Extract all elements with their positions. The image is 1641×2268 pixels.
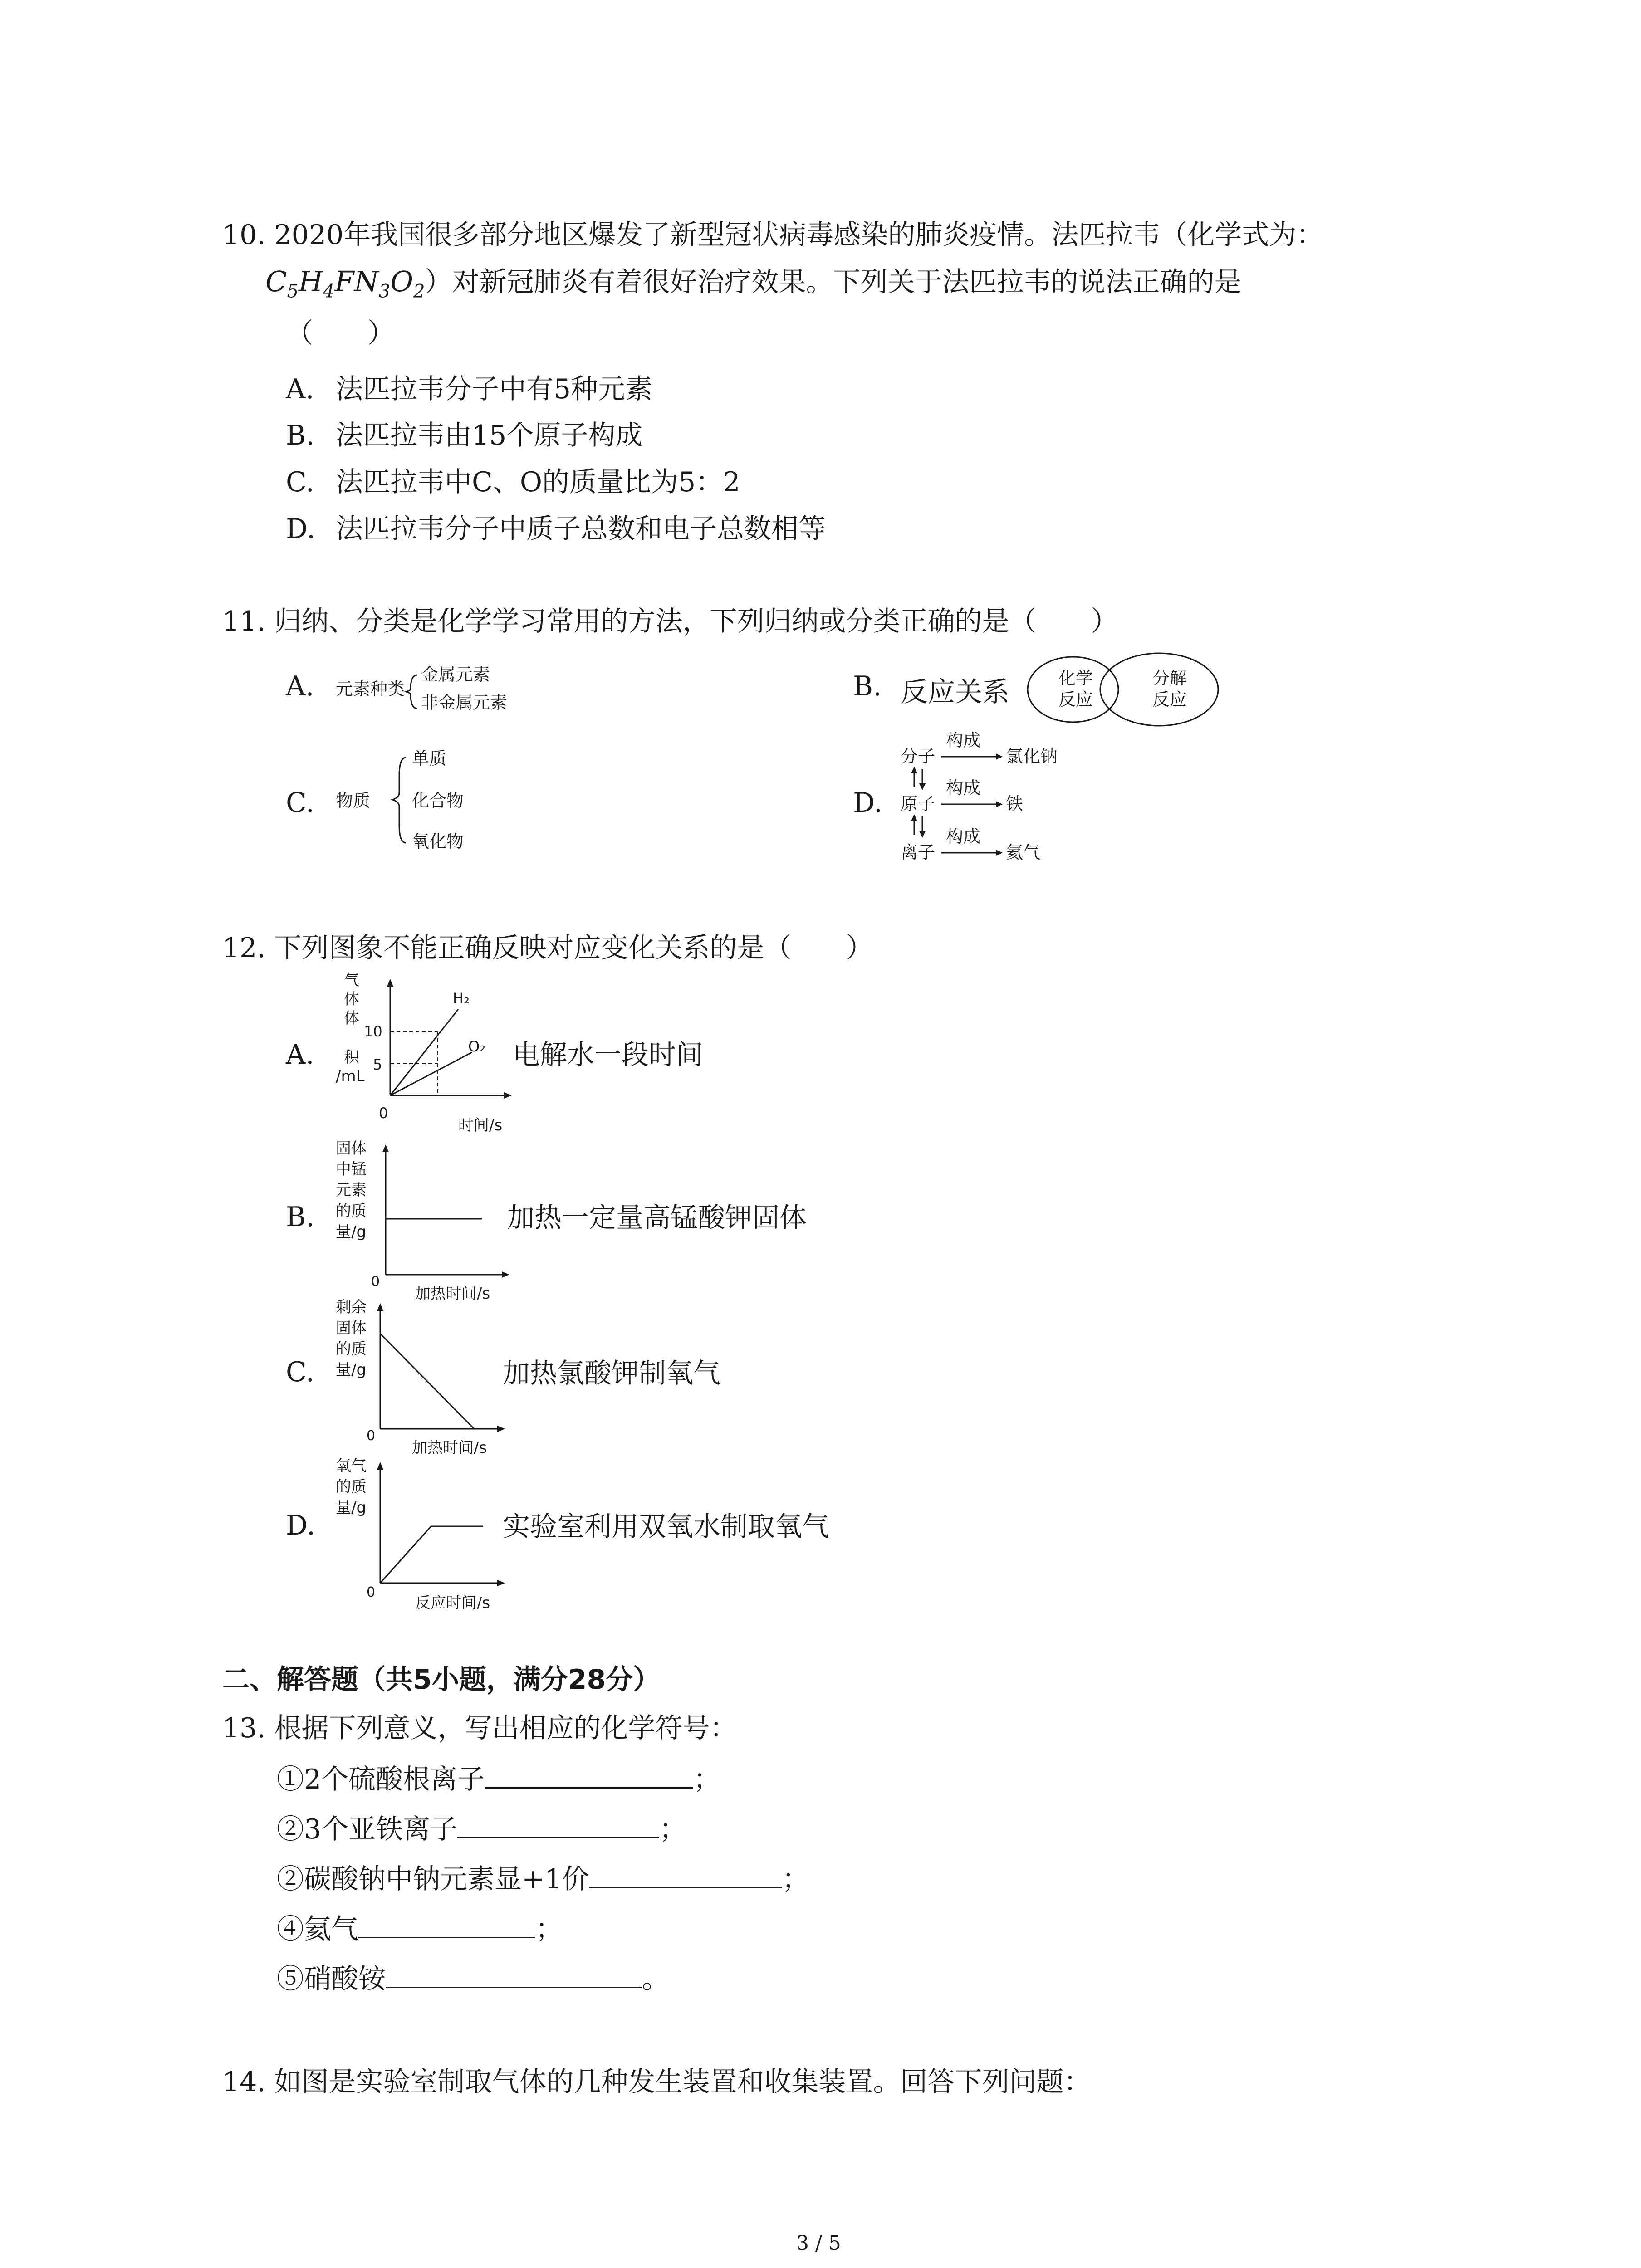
brace-icon: [392, 758, 406, 843]
q12-option-b-letter: B.: [286, 1201, 315, 1233]
svg-text:体: 体: [344, 1009, 359, 1027]
q11-a-item-1: 金属元素: [421, 665, 490, 684]
svg-text:积: 积: [344, 1048, 359, 1066]
q12-b-ylabel: [336, 1139, 367, 1241]
q11-option-b-letter: B.: [853, 670, 882, 702]
q13-item-5: ⑤硝酸铵 。: [277, 1963, 669, 1995]
q11-stem: 11. 归纳、分类是化学学习常用的方法，下列归纳或分类正确的是（ ）: [222, 606, 1118, 637]
svg-text:构成: 构成: [946, 778, 981, 798]
q11-option-d-diagram: [901, 730, 1091, 875]
svg-text:量/g: 量/g: [336, 1499, 367, 1517]
q10-stem-line1: 2020年我国很多部分地区爆发了新型冠状病毒感染的肺炎疫情。法匹拉韦（化学式为：: [274, 219, 1324, 251]
svg-text:反应时间/s: 反应时间/s: [415, 1594, 490, 1612]
venn-left-line2: 反应: [1058, 689, 1093, 709]
svg-text:铁: 铁: [1006, 794, 1024, 814]
svg-text:0: 0: [367, 1428, 376, 1444]
svg-text:中锰: 中锰: [336, 1160, 367, 1178]
label-h2: H₂: [453, 990, 470, 1007]
tick-5: 5: [373, 1056, 382, 1073]
arrow-up-icon: [911, 814, 917, 821]
q12-b-caption: 加热一定量高锰酸钾固体: [507, 1202, 807, 1234]
line-o2: [390, 1052, 472, 1095]
q12-option-a-letter: A.: [286, 1039, 314, 1070]
svg-text:构成: 构成: [946, 730, 981, 750]
svg-text:量/g: 量/g: [336, 1223, 367, 1241]
q10-line1: [222, 221, 1323, 249]
axis-arrow-icon: [502, 1271, 509, 1278]
line-decreasing: [380, 1334, 474, 1429]
q11-option-a-diagram: [336, 658, 544, 721]
line-h2: [390, 1009, 458, 1095]
section-title: 二、解答题（共5小题，满分28分）: [222, 1664, 661, 1696]
q11-a-root: 元素种类: [336, 679, 405, 699]
venn-right-line1: 分解: [1152, 668, 1187, 688]
q10-number: 10.: [222, 219, 266, 251]
axis-arrow-icon: [382, 1144, 389, 1152]
axis-arrow-icon: [497, 1580, 505, 1586]
q14-stem: 14. 如图是实验室制取气体的几种发生装置和收集装置。回答下列问题：: [222, 2066, 1091, 2098]
q12-d-caption: 实验室利用双氧水制取氧气: [503, 1511, 829, 1543]
arrow-right-icon: [996, 850, 1003, 856]
svg-text:体: 体: [344, 990, 359, 1008]
q10-option-c: C. 法匹拉韦中C、O的质量比为5：2: [286, 466, 740, 498]
svg-text:的质: 的质: [336, 1478, 367, 1496]
q11-option-a-letter: A.: [286, 670, 314, 702]
answer-blank-4[interactable]: [358, 1914, 535, 1938]
svg-text:元素: 元素: [336, 1181, 367, 1199]
q13-item-2: ②3个亚铁离子 ；: [277, 1813, 687, 1845]
svg-text:氦气: 氦气: [1006, 842, 1041, 862]
svg-text:氯化钠: 氯化钠: [1006, 746, 1058, 766]
q12-c-graph: [336, 1295, 526, 1458]
q11-d-updown-2: [911, 814, 926, 838]
q13-item-4: ④氦气 ；: [277, 1913, 563, 1945]
answer-blank-3[interactable]: [589, 1864, 782, 1888]
venn-right-line2: 反应: [1152, 689, 1187, 709]
svg-text:构成: 构成: [946, 826, 981, 846]
svg-text:的质: 的质: [336, 1202, 367, 1220]
q10-paren: （ ）: [286, 318, 395, 349]
tick-10: 10: [364, 1023, 382, 1040]
svg-text:加热时间/s: 加热时间/s: [412, 1439, 487, 1457]
arrow-down-icon: [919, 783, 926, 790]
q10-line2: [265, 265, 1242, 302]
svg-text:加热时间/s: 加热时间/s: [415, 1285, 490, 1303]
q11-c-item-1: 单质: [412, 748, 447, 768]
svg-text:/mL: /mL: [336, 1067, 365, 1085]
q12-option-d-letter: D.: [286, 1510, 316, 1541]
svg-text:原子: 原子: [901, 794, 936, 814]
svg-text:固体: 固体: [336, 1139, 367, 1158]
page-number: 3 / 5: [796, 2232, 841, 2255]
q11-a-item-2: 非金属元素: [421, 693, 508, 713]
q12-c-ylabel: [336, 1298, 367, 1379]
svg-text:氧气: 氧气: [336, 1457, 367, 1475]
svg-text:剩余: 剩余: [336, 1298, 367, 1316]
origin: 0: [379, 1105, 388, 1122]
svg-text:量/g: 量/g: [336, 1361, 367, 1379]
axis-arrow-icon: [377, 1462, 383, 1470]
arrow-right-icon: [996, 801, 1003, 807]
q11-option-b-venn: [1023, 649, 1227, 730]
svg-text:0: 0: [371, 1274, 380, 1290]
q11-d-row-2: [901, 778, 1023, 814]
q10-option-a: A. 法匹拉韦分子中有5种元素: [286, 373, 653, 405]
q11-b-label: 反应关系: [901, 676, 1009, 708]
x-label: 时间/s: [458, 1116, 503, 1134]
axis-arrow-icon: [497, 1426, 505, 1432]
q10-option-b: B. 法匹拉韦由15个原子构成: [286, 420, 643, 451]
q10-option-d: D. 法匹拉韦分子中质子总数和电子总数相等: [286, 513, 826, 545]
q12-stem: 12. 下列图象不能正确反映对应变化关系的是（ ）: [222, 932, 873, 964]
q11-d-updown-1: [911, 767, 926, 790]
q11-d-row-1: [901, 730, 1058, 766]
label-o2: O₂: [468, 1038, 486, 1055]
q12-option-c-letter: C.: [286, 1356, 314, 1388]
answer-blank-1[interactable]: [485, 1765, 693, 1789]
axis-arrow-icon: [504, 1092, 512, 1099]
q13-item-3: ②碳酸钠中钠元素显+1价 ；: [277, 1863, 809, 1895]
svg-text:分子: 分子: [901, 746, 936, 766]
q11-c-item-2: 化合物: [412, 791, 464, 811]
q12-d-graph: [336, 1454, 526, 1613]
q11-option-c-diagram: [336, 739, 526, 857]
q13-item-1: ①2个硫酸根离子 ；: [277, 1764, 721, 1795]
answer-blank-5[interactable]: [386, 1964, 642, 1988]
svg-text:离子: 离子: [901, 842, 936, 862]
q12-a-caption: 电解水一段时间: [513, 1039, 703, 1071]
q10-formula: $C_5H_4FN_3O_2$: [265, 265, 425, 302]
q12-a-ylabel: [336, 971, 365, 1085]
brace-icon: [406, 675, 417, 709]
arrow-down-icon: [919, 831, 926, 838]
axis-arrow-icon: [377, 1303, 383, 1311]
q10-stem-line2: ）对新冠肺炎有着很好治疗效果。下列关于法匹拉韦的说法正确的是: [425, 266, 1242, 298]
q12-b-graph: [336, 1136, 526, 1304]
answer-blank-2[interactable]: [457, 1814, 659, 1838]
q11-c-item-3: 氧化物: [412, 831, 464, 851]
axis-arrow-icon: [387, 979, 393, 987]
svg-text:气: 气: [344, 971, 359, 989]
line-rise-plateau: [380, 1526, 483, 1583]
q11-option-c-letter: C.: [286, 787, 314, 819]
svg-text:0: 0: [367, 1584, 376, 1600]
q11-option-d-letter: D.: [853, 787, 883, 819]
q13-stem: 13. 根据下列意义，写出相应的化学符号：: [222, 1712, 737, 1744]
svg-text:的质: 的质: [336, 1340, 367, 1358]
venn-left-line1: 化学: [1058, 668, 1093, 688]
q12-c-caption: 加热氯酸钾制氧气: [503, 1358, 720, 1389]
svg-text:固体: 固体: [336, 1319, 367, 1337]
arrow-right-icon: [996, 753, 1003, 760]
q12-d-ylabel: [336, 1457, 367, 1517]
q12-a-graph: [336, 971, 526, 1143]
arrow-up-icon: [911, 767, 917, 773]
q11-c-root: 物质: [336, 791, 371, 811]
